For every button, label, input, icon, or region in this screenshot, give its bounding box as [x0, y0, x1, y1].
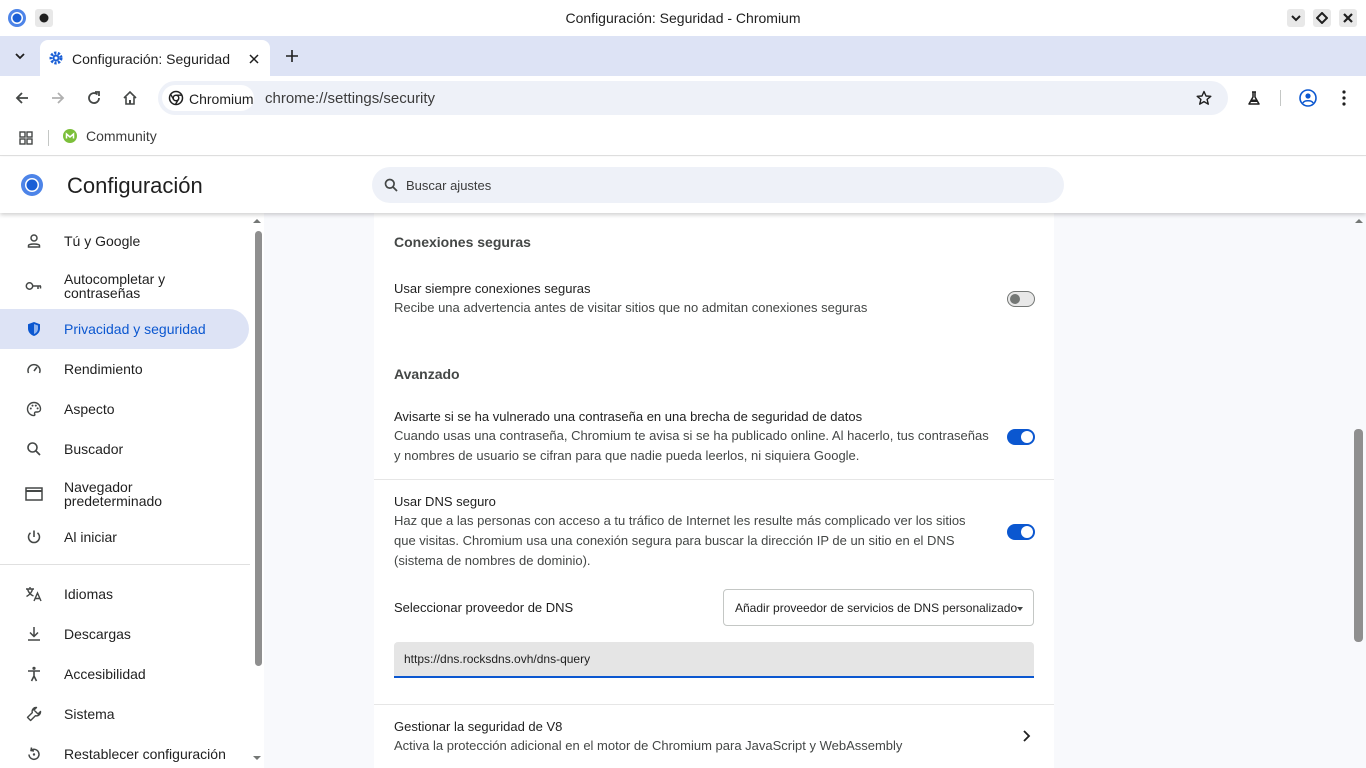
always-secure-title: Usar siempre conexiones seguras: [394, 281, 591, 296]
shield-icon: [22, 317, 46, 341]
sidebar-item-label: Rendimiento: [64, 361, 143, 377]
close-window-button[interactable]: [1339, 9, 1357, 27]
download-icon: [22, 622, 46, 646]
bookmarks-separator: [48, 130, 49, 146]
security-settings-card: [374, 213, 1054, 768]
browser-window-icon: [22, 482, 46, 506]
tab-strip: [0, 36, 1366, 76]
v8-security-title[interactable]: Gestionar la seguridad de V8: [394, 719, 563, 734]
sidebar-item-label: Navegador predeterminado: [64, 479, 163, 509]
tab-settings-security[interactable]: [40, 40, 270, 76]
sidebar-divider: [0, 564, 250, 565]
sidebar-item-navegador-predeterminado[interactable]: [0, 472, 249, 516]
community-favicon-icon: [62, 128, 78, 144]
site-info-chip[interactable]: [162, 85, 254, 111]
sidebar-item-accesibilidad[interactable]: [0, 654, 249, 694]
secure-dns-toggle[interactable]: [1007, 524, 1035, 540]
home-icon[interactable]: [118, 86, 142, 110]
settings-content: [0, 213, 1366, 768]
page-title: Configuración: [67, 173, 203, 198]
sidebar-item-idiomas[interactable]: [0, 574, 249, 614]
gear-icon: [49, 51, 63, 65]
sidebar-item-label: Accesibilidad: [64, 666, 146, 682]
wrench-icon: [22, 702, 46, 726]
sidebar-item-label: Privacidad y seguridad: [64, 321, 206, 337]
row-divider: [374, 479, 1054, 480]
always-secure-description: Recibe una advertencia antes de visitar sitios que no admitan conexiones seguras: [394, 300, 868, 315]
browser-toolbar: [0, 76, 1366, 120]
bookmarks-bar: [0, 120, 1366, 156]
custom-dns-url-input[interactable]: [394, 642, 1034, 678]
more-menu-icon[interactable]: [1332, 86, 1356, 110]
new-tab-icon[interactable]: [280, 44, 304, 68]
sidebar-scrollbar-thumb[interactable]: [255, 231, 262, 666]
v8-security-description: Activa la protección adicional en el motor de Chromium para JavaScript y WebAssembly: [394, 738, 903, 753]
profile-avatar-icon[interactable]: [1296, 86, 1320, 110]
sidebar-item-label: Tú y Google: [64, 233, 141, 249]
password-leak-title: Avisarte si se ha vulnerado una contraseña en una brecha de seguridad de datos: [394, 409, 863, 424]
accessibility-icon: [22, 662, 46, 686]
translate-icon: [22, 582, 46, 606]
forward-arrow-icon[interactable]: [46, 86, 70, 110]
search-icon: [384, 178, 398, 192]
sidebar-item-descargas[interactable]: [0, 614, 249, 654]
secure-dns-description: Haz que a las personas con acceso a tu tráfico de Internet les resulte más complicado ver los sitios que visitas. Chromium usa una conexión segura para buscar la dirección IP de un sitio en el DNS (sistema de nombres de dominio).: [394, 513, 966, 568]
labs-flask-icon[interactable]: [1242, 86, 1266, 110]
bookmark-star-icon[interactable]: [1192, 86, 1216, 110]
sidebar-item-privacidad-y-seguridad[interactable]: [0, 309, 249, 349]
window-title: Configuración: Seguridad - Chromium: [565, 10, 801, 26]
chip-label: Chromium: [189, 91, 254, 107]
always-secure-toggle[interactable]: [1007, 291, 1035, 307]
back-arrow-icon[interactable]: [10, 86, 34, 110]
sidebar-item-label: Buscador: [64, 441, 124, 457]
sidebar-item-label: Descargas: [64, 626, 131, 642]
main-scrollbar-thumb[interactable]: [1354, 429, 1363, 642]
person-icon: [22, 229, 46, 253]
bookmark-label: Community: [86, 128, 157, 144]
reset-icon: [22, 742, 46, 766]
close-tab-icon[interactable]: [248, 52, 260, 64]
chromium-chip-icon: [168, 90, 184, 106]
bookmark-community[interactable]: [62, 128, 157, 144]
sidebar-item-restablecer[interactable]: [0, 734, 249, 768]
sidebar-item-sistema[interactable]: [0, 694, 249, 734]
sidebar-item-label: Restablecer configuración: [64, 746, 226, 762]
sidebar-item-aspecto[interactable]: [0, 389, 249, 429]
minimize-button[interactable]: [1287, 9, 1305, 27]
password-leak-description: Cuando usas una contraseña, Chromium te avisa si se ha publicado online. Al hacerlo, tus contraseñas y nombres de usuario se cifran para que nadie pueda leerlos, ni siquiera Google.: [394, 428, 989, 463]
apps-grid-icon[interactable]: [14, 126, 38, 150]
toolbar-separator: [1280, 90, 1281, 106]
maximize-button[interactable]: [1313, 9, 1331, 27]
sidebar-item-label: Sistema: [64, 706, 115, 722]
sidebar-item-autocompletar[interactable]: [0, 264, 249, 308]
chromium-settings-logo-icon: [20, 173, 44, 197]
omnibox[interactable]: [158, 81, 1228, 115]
section-title-conexiones-seguras: Conexiones seguras: [394, 234, 531, 250]
url-text[interactable]: chrome://settings/security: [265, 90, 436, 107]
sidebar-item-label: Autocompletar y contraseñas: [64, 271, 166, 301]
settings-sidebar: [0, 213, 264, 768]
speedometer-icon: [22, 357, 46, 381]
reload-icon[interactable]: [82, 86, 106, 110]
row-divider: [374, 704, 1054, 705]
search-placeholder: Buscar ajustes: [406, 178, 492, 193]
palette-icon: [22, 397, 46, 421]
sidebar-item-al-iniciar[interactable]: [0, 517, 249, 557]
section-title-avanzado: Avanzado: [394, 366, 460, 382]
sidebar-item-label: Al iniciar: [64, 529, 117, 545]
secure-dns-title: Usar DNS seguro: [394, 494, 496, 509]
dns-provider-select[interactable]: [723, 589, 1034, 626]
search-settings-input[interactable]: [372, 167, 1064, 203]
settings-header: [0, 157, 1366, 213]
key-icon: [22, 274, 46, 298]
window-titlebar: [0, 0, 1366, 36]
dropdown-caret-icon: [1017, 607, 1023, 611]
password-leak-toggle[interactable]: [1007, 429, 1035, 445]
chevron-right-icon[interactable]: [1019, 729, 1033, 743]
sidebar-item-tu-y-google[interactable]: [0, 221, 249, 261]
power-icon: [22, 525, 46, 549]
sidebar-item-label: Aspecto: [64, 401, 115, 417]
tab-search-chevron-icon[interactable]: [8, 44, 32, 68]
sidebar-item-label: Idiomas: [64, 586, 114, 602]
sidebar-item-buscador[interactable]: [0, 429, 249, 469]
dns-provider-label: Seleccionar proveedor de DNS: [394, 600, 574, 615]
dns-provider-value: Añadir proveedor de servicios de DNS personalizado: [735, 601, 1018, 615]
sidebar-item-rendimiento[interactable]: [0, 349, 249, 389]
tab-title: Configuración: Seguridad: [72, 51, 230, 67]
search-icon: [22, 437, 46, 461]
